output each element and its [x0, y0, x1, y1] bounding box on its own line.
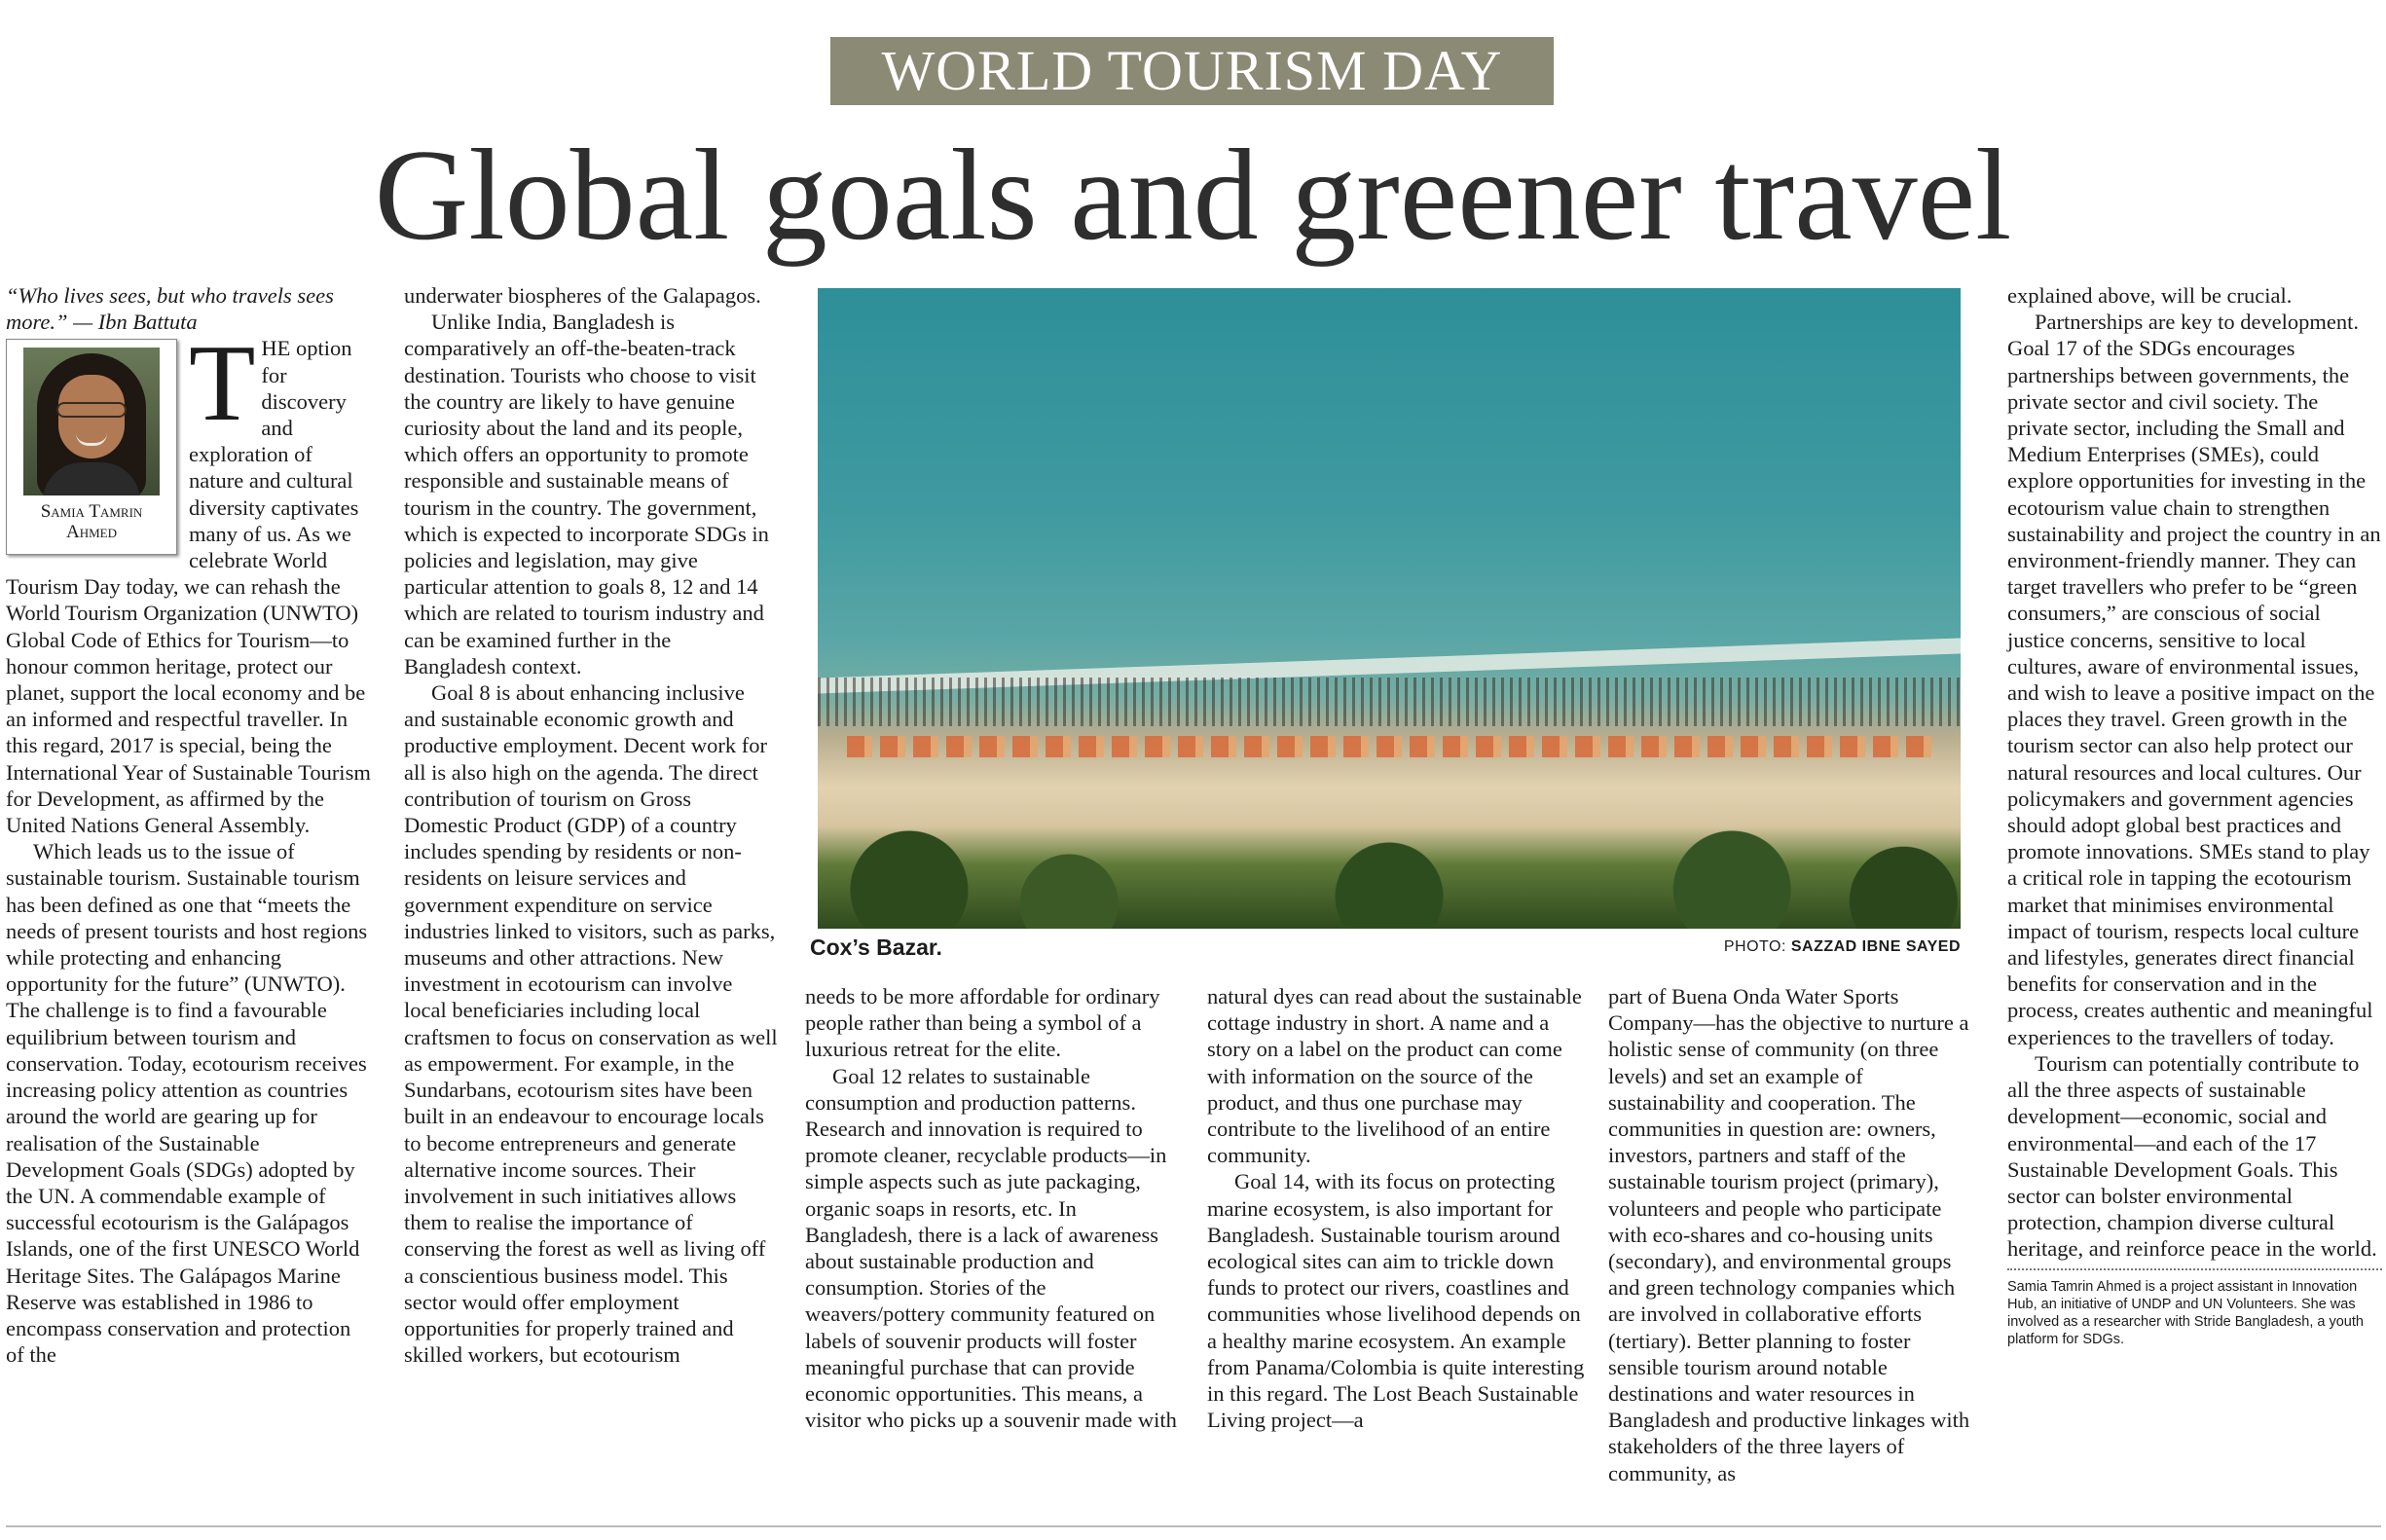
paragraph: Goal 14, with its focus on protecting marine ecosystem, is also important for Bangladesh. Sustainable tourism around ecological sites can aim to trickle down funds to protect our rivers, coastlines and communities whose livelihood depends on a healthy marine ecosystem. An example from Panama/Colombia is quite interesting in this regard. The Lost Beach Sustainable Living project—a	[1207, 1169, 1585, 1433]
photo-credit-label: PHOTO:	[1723, 938, 1786, 955]
article-column-5	[1608, 983, 1983, 1486]
paragraph: Goal 12 relates to sustainable consumption and production patterns. Research and innovation is required to promote cleaner, recyclable products—in simple aspects such as jute packaging, organic soaps in resorts, etc. In Bangladesh, there is a lack of awareness about sustainable production and consumption. Stories of the weavers/pottery community featured on labels of souvenir products will foster meaningful purchase that can provide economic opportunities. This means, a visitor who picks up a souvenir made with	[805, 1063, 1177, 1433]
drop-cap: T	[189, 323, 256, 445]
photo-caption-bar	[810, 933, 1968, 966]
paragraph: Goal 8 is about enhancing inclusive and sustainable economic growth and productive employment. Decent work for all is also high on the agenda. The direct contribution of tourism on Gross Domestic Product (GDP) of a country includes spending by residents or non-residents on leisure services and government expenditure on service industries linked to visitors, such as parks, museums and other attractions. New investment in ecotourism can involve local beneficiaries including local craftsmen to focus on conservation as well as empowerment. For example, in the Sundarbans, ecotourism sites have been built in an endeavour to encourage locals to become entrepreneurs and generate alternative income sources. Their involvement in such initiatives allows them to realise the importance of conserving the forest as well as living off a conscientious business model. This sector would offer employment opportunities for properly trained and skilled workers, but ecotourism	[404, 680, 778, 1368]
paragraph: Which leads us to the issue of sustainable tourism. Sustainable tourism has been defined as one that “meets the needs of present tourists and host regions while protecting and enhancing opportunity for the future” (UNWTO). The challenge is to find a favourable equilibrium between tourism and conservation. Today, ecotourism receives increasing policy attention as countries around the world are gearing up for realisation of the Sustainable Development Goals (SDGs) adopted by the UN. A commendable example of successful ecotourism is the Galápagos Islands, one of the first UNESCO World Heritage Sites. The Galápagos Marine Reserve was established in 1986 to encompass conservation and protection of the	[6, 839, 368, 1368]
bottom-divider	[6, 1525, 2381, 1527]
article-column-3	[805, 983, 1183, 1433]
paragraph: natural dyes can read about the sustainable cottage industry in short. A name and a story on a label on the product can come with information on the source of the product, and thus one purchase may contribute to the livelihood of an entire community.	[1207, 984, 1582, 1168]
article-column-2	[404, 282, 778, 1368]
photo-credit	[1724, 938, 1961, 956]
beach-photo	[818, 288, 1961, 929]
paragraph: underwater biospheres of the Galapagos.	[404, 283, 761, 308]
section-kicker: WORLD TOURISM DAY	[830, 37, 1554, 105]
paragraph: Partnerships are key to development. Goal 17 of the SDGs encourages partnerships between governments, the private sector and civil society. The private sector, including the Small and Medium Enterprises (SMEs), could explore opportunities for investing in the ecotourism value chain to strengthen sustainability and project the country in an environment-friendly manner. They can target travellers who prefer to be “green consumers,” are conscious of social justice concerns, sensitive to local cultures, aware of environmental issues, and wish to leave a positive impact on the places they travel. Green growth in the tourism sector can also help protect our natural resources and local cultures. Our policymakers and government agencies should adopt global best practices and promote innovations. SMEs stand to play a critical role in tapping the ecotourism market that minimises environmental impact of tourism, respects local culture and lifestyles, generates direct financial benefits for conservation and in the process, creates authentic and meaningful experiences to the travellers of today.	[2007, 310, 2381, 1049]
article-column-4	[1207, 983, 1585, 1433]
paragraph: needs to be more affordable for ordinary people rather than being a symbol of a luxurious retreat for the elite.	[805, 984, 1160, 1062]
paragraph: Tourism can potentially contribute to all the three aspects of sustainable development—economic, social and environmental—and each of the 17 Sustainable Development Goals. This sector can bolster environmental protection, champion diverse cultural heritage, and reinforce peace in the world.	[2007, 1050, 2377, 1262]
paragraph: Unlike India, Bangladesh is comparatively an off-the-beaten-track destination. Tourists who choose to visit the country are likely to have genuine curiosity about the land and its people, which offers an opportunity to promote responsible and sustainable means of tourism in the country. The government, which is expected to incorporate SDGs in policies and legislation, may give particular attention to goals 8, 12 and 14 which are related to tourism industry and can be examined further in the Bangladesh context.	[404, 310, 769, 678]
photo-caption: Cox’s Bazar.	[810, 935, 942, 960]
author-name: Samia Tamrin Ahmed	[40, 501, 143, 543]
author-bio: Samia Tamrin Ahmed is a project assistant in Innovation Hub, an initiative of UNDP and UN Volunteers. She was involved as a researcher with Stride Bangladesh, a youth platform for SDGs.	[2007, 1268, 2382, 1348]
photo-credit-name: SAZZAD IBNE SAYED	[1790, 938, 1961, 955]
paragraph-text: HE option for discovery and exploration of nature and cultural diversity captivates many of us. As we celebrate World Tourism Day today, we can rehash the World Tourism Organization (UNWTO) Global Code of Ethics for Tourism—to honour common heritage, protect our planet, support the local economy and be an informed and respectful traveller. In this regard, 2017 is special, being the International Year of Sustainable Tourism for Development, as affirmed by the United Nations General Assembly.	[6, 336, 371, 838]
headline: Global goals and greener travel	[374, 123, 2012, 267]
author-photo	[23, 348, 160, 495]
paragraph: part of Buena Onda Water Sports Company—has the objective to nurture a holistic sense of community (on three levels) and set an example of sustainability and cooperation. The communities in question are: owners, investors, partners and staff of the sustainable tourism project (primary), volunteers and people who participate with eco-shares and co-housing units (secondary), and environmental groups and green technology companies which are involved in collaborative efforts (tertiary). Better planning to foster sensible tourism around notable destinations and water resources in Bangladesh and productive linkages with stakeholders of the three layers of community, as	[1608, 984, 1970, 1485]
author-byline-box	[6, 339, 177, 555]
article-column-1	[6, 282, 371, 1368]
paragraph: explained above, will be crucial.	[2007, 283, 2293, 308]
article-column-6	[2007, 282, 2382, 1348]
epigraph-quote: “Who lives sees, but who travels sees more.” — Ibn Battuta	[6, 283, 334, 335]
